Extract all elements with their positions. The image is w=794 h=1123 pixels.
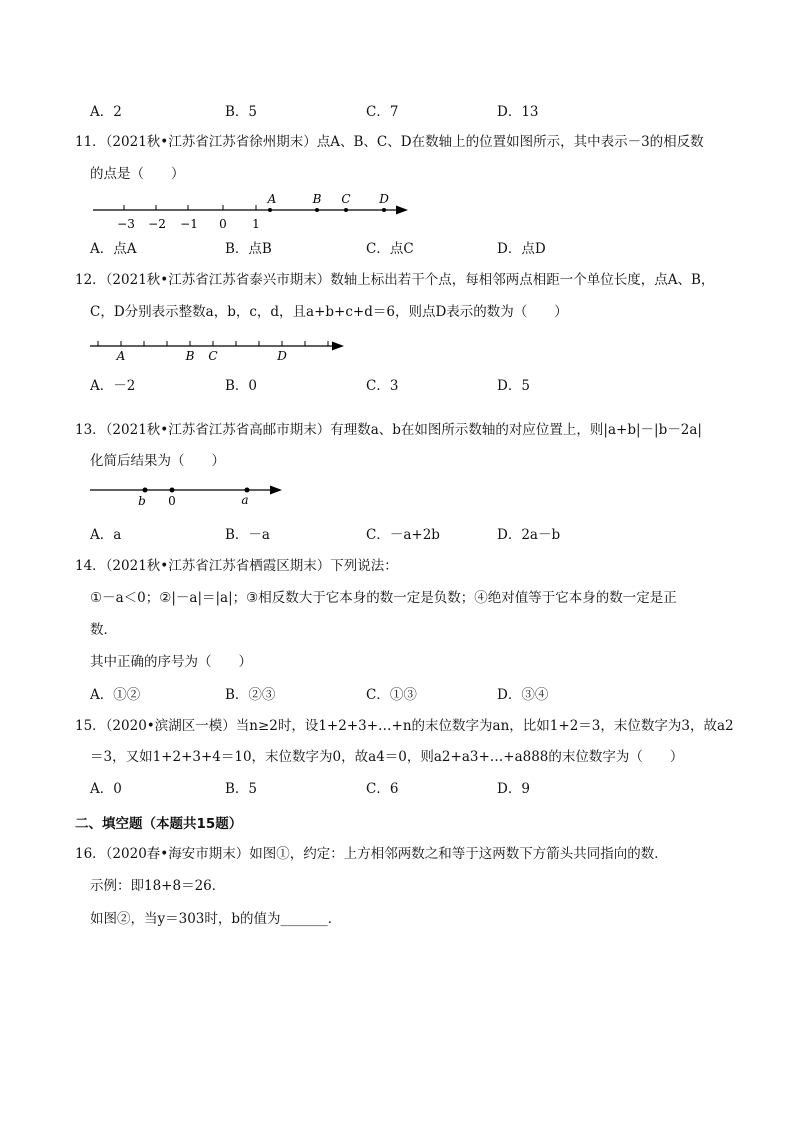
q11-option-a[interactable]: A．点A: [90, 241, 137, 257]
q10-option-c[interactable]: C．7: [366, 104, 399, 120]
q14-stem-line1: 14．（2021秋•江苏省江苏省栖霞区期末）下列说法：: [75, 558, 398, 574]
q12-option-d[interactable]: D．5: [497, 378, 530, 394]
q16-stem-line1: 16．（2020春•海安市期末）如图①，约定：上方相邻两数之和等于这两数下方箭头共同指向的数．: [75, 846, 668, 862]
q11-stem-line1: 11．（2021秋•江苏省江苏省徐州期末）点A、B、C、D在数轴上的位置如图所示，其中表示－3的相反数: [75, 134, 704, 150]
q14-stem-line4: 其中正确的序号为（ ）: [90, 654, 252, 670]
q12-point-b-label: B: [185, 349, 195, 363]
q12-number-line: [88, 334, 353, 364]
q15-option-a[interactable]: A．0: [90, 781, 122, 797]
q13-stem-line1: 13．（2021秋•江苏省江苏省高邮市期末）有理数a、b在如图所示数轴的对应位置上，则|a+b|－|b－2a|: [75, 422, 702, 438]
section-fill-in-blank-title: 二、填空题（本题共15题）: [75, 816, 243, 832]
q11-point-c-label: C: [341, 192, 351, 206]
q14-stem-line3: 数．: [90, 622, 117, 638]
q13-point-b-label: b: [138, 494, 146, 508]
q13-option-d[interactable]: D．2a－b: [497, 527, 561, 543]
q13-option-b[interactable]: B．－a: [225, 527, 270, 543]
q10-option-a[interactable]: A．2: [90, 104, 122, 120]
q13-stem-line2: 化简后结果为（ ）: [90, 453, 225, 469]
q11-tick-neg1: −1: [180, 217, 198, 231]
q11-point-b-label: B: [312, 192, 322, 206]
q11-option-c[interactable]: C．点C: [366, 241, 414, 257]
q14-stem-line2: ①－a＜0；②|－a|＝|a|；③相反数大于它本身的数一定是负数；④绝对值等于它本身的数一定是正: [90, 590, 677, 606]
q13-option-a[interactable]: A．a: [90, 527, 122, 543]
q15-option-c[interactable]: C．6: [366, 781, 399, 797]
q11-tick-1: 1: [252, 217, 260, 231]
q12-option-c[interactable]: C．3: [366, 378, 399, 394]
q11-option-d[interactable]: D．点D: [497, 241, 546, 257]
q13-point-a-label: a: [241, 493, 249, 507]
q15-stem-line1: 15．（2020•滨湖区一模）当n≥2时，设1+2+3+…+n的末位数字为an，比如1+2＝3，末位数字为3，故a2: [75, 718, 734, 734]
q11-point-d-label: D: [379, 192, 389, 206]
q14-option-d[interactable]: D．③④: [497, 687, 549, 703]
q16-stem-line3: 如图②，当y＝303时，b的值为_______．: [90, 911, 342, 927]
q12-stem-line1: 12．（2021秋•江苏省江苏省泰兴市期末）数轴上标出若干个点，每相邻两点相距一个单位长度，点A、B，: [75, 272, 715, 288]
q12-point-d-label: D: [277, 349, 287, 363]
q15-option-d[interactable]: D．9: [497, 781, 530, 797]
q12-option-b[interactable]: B．0: [225, 378, 258, 394]
q11-point-a-label: A: [267, 192, 277, 206]
q11-option-b[interactable]: B．点B: [225, 241, 272, 257]
q12-point-c-label: C: [208, 349, 218, 363]
q11-tick-neg2: −2: [148, 217, 166, 231]
q11-number-line: [88, 186, 418, 236]
q11-stem-line2: 的点是（ ）: [90, 166, 185, 182]
q12-point-a-label: A: [116, 349, 126, 363]
q14-option-a[interactable]: A．①②: [90, 687, 141, 703]
q11-tick-0: 0: [219, 217, 227, 231]
q14-option-c[interactable]: C．①③: [366, 687, 417, 703]
q13-option-c[interactable]: C．－a+2b: [366, 527, 440, 543]
q16-stem-line2: 示例：即18+8＝26．: [90, 878, 226, 894]
q12-stem-line2: C，D分别表示整数a，b，c，d，且a+b+c+d＝6，则点D表示的数为（ ）: [90, 304, 568, 320]
q15-stem-line2: ＝3，又如1+2+3+4＝10，末位数字为0，故a4＝0，则a2+a3+…+a888的末位数字为（ ）: [90, 749, 684, 765]
q13-point-0-label: 0: [168, 494, 176, 508]
q14-option-b[interactable]: B．②③: [225, 687, 276, 703]
q12-option-a[interactable]: A．－2: [90, 378, 136, 394]
q10-option-d[interactable]: D．13: [497, 104, 539, 120]
q15-option-b[interactable]: B．5: [225, 781, 258, 797]
q11-tick-neg3: −3: [117, 217, 135, 231]
q13-number-line: [88, 480, 288, 510]
q10-option-b[interactable]: B．5: [225, 104, 258, 120]
